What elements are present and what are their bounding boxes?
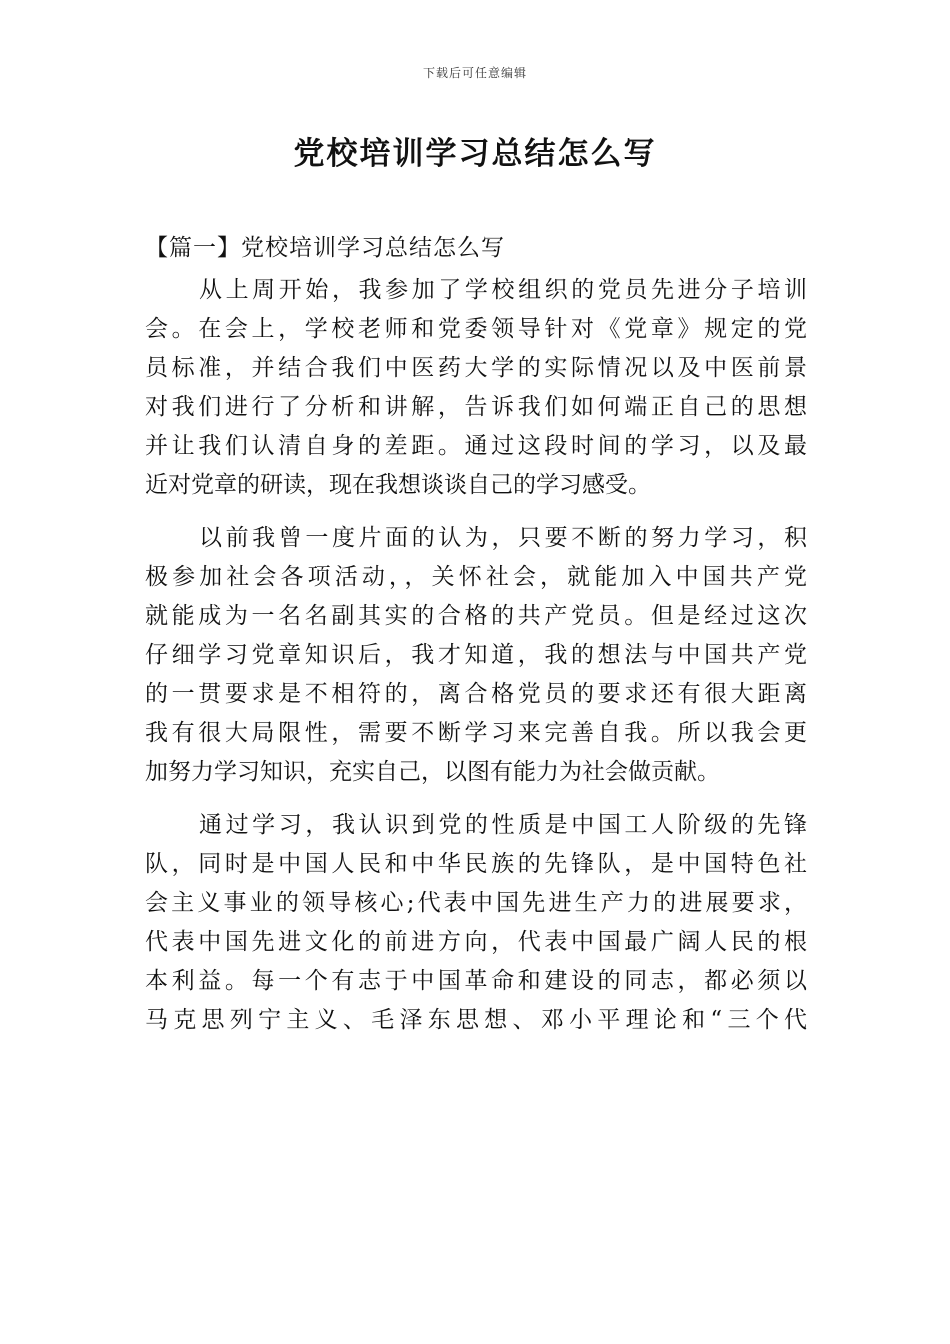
paragraph-line: 对我们进行了分析和讲解，告诉我们如何端正自己的思想 [145,394,807,420]
paragraph-line: 会主义事业的领导核心;代表中国先进生产力的进展要求， [145,890,807,916]
paragraph-line: 本利益。每一个有志于中国革命和建设的同志，都必须以 [145,968,807,994]
paragraph-line: 代表中国先进文化的前进方向，代表中国最广阔人民的根 [145,929,807,955]
paragraph-line: 队，同时是中国人民和中华民族的先锋队，是中国特色社 [145,851,807,877]
paragraph-line: 近对党章的研读，现在我想谈谈自己的学习感受。 [145,472,651,498]
paragraph-line: 仔细学习党章知识后，我才知道，我的想法与中国共产党 [145,642,807,668]
paragraph-line: 就能成为一名名副其实的合格的共产党员。但是经过这次 [145,603,807,629]
section-heading: 【篇一】党校培训学习总结怎么写 [145,235,505,261]
paragraph-line: 以前我曾一度片面的认为，只要不断的努力学习，积 [199,525,807,551]
paragraph-line: 员标准，并结合我们中医药大学的实际情况以及中医前景 [145,355,807,381]
paragraph-line: 我有很大局限性，需要不断学习来完善自我。所以我会更 [145,720,807,746]
paragraph-2 [145,519,807,792]
paragraph-line: 会。在会上，学校老师和党委领导针对《党章》规定的党 [145,316,807,342]
paragraph-1 [145,271,807,505]
paragraph-line: 从上周开始，我参加了学校组织的党员先进分子培训 [199,277,807,303]
document-title: 党校培训学习总结怎么写 [293,136,657,172]
paragraph-3 [145,806,807,1040]
paragraph-line: 马克思列宁主义、毛泽东思想、邓小平理论和“三个代 [145,1007,807,1033]
paragraph-line: 并让我们认清自身的差距。通过这段时间的学习，以及最 [145,433,807,459]
document-body [145,228,807,1054]
paragraph-line: 的一贯要求是不相符的，离合格党员的要求还有很大距离 [145,681,807,707]
paragraph-line: 通过学习，我认识到党的性质是中国工人阶级的先锋 [199,812,807,838]
paragraph-line: 极参加社会各项活动，，关怀社会，就能加入中国共产党 [145,564,807,590]
header-note: 下载后可任意编辑 [422,66,527,80]
paragraph-line: 加努力学习知识，充实自己，以图有能力为社会做贡献。 [145,759,720,785]
